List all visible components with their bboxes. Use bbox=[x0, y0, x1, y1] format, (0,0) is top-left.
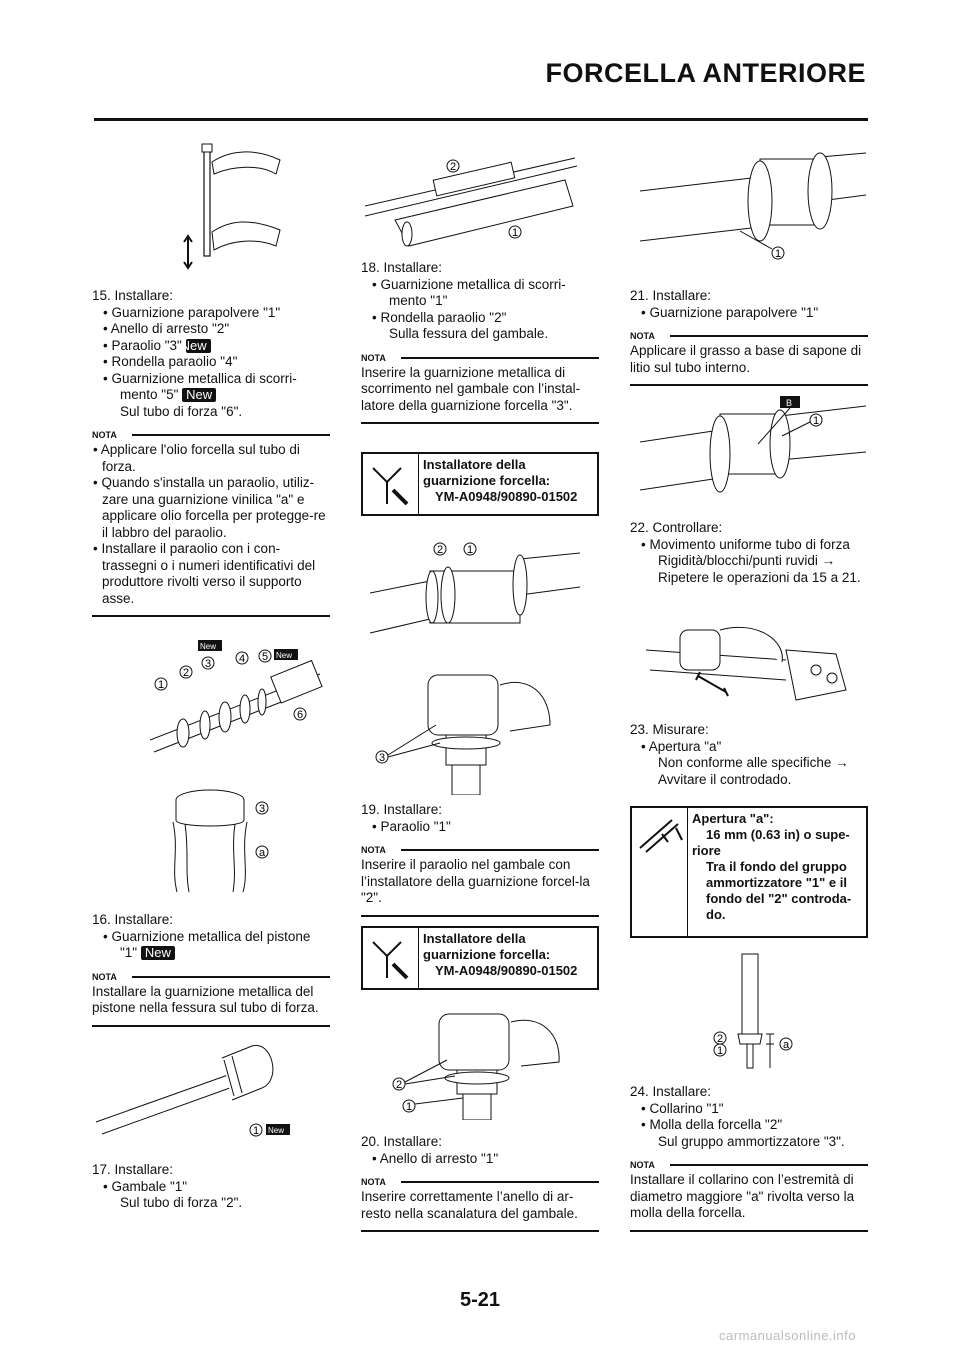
callout-3: 3 bbox=[379, 752, 386, 764]
nota-label: NOTA bbox=[630, 331, 868, 341]
callout-1: 1 bbox=[158, 679, 165, 691]
step-20-item-1: • Anello di arresto "1" bbox=[372, 1150, 499, 1166]
fig-bushing-washer-outer bbox=[370, 535, 580, 635]
page-number: 5-21 bbox=[459, 1289, 501, 1311]
callout-4: 4 bbox=[239, 653, 246, 665]
step-15-item-1: • Guarnizione parapolvere "1" bbox=[103, 304, 281, 320]
callout-1: 1 bbox=[467, 544, 474, 556]
wrench-icon bbox=[363, 928, 419, 988]
footer-watermark: carmanualsonline.info bbox=[719, 1328, 856, 1343]
fig-seal-driver-2 bbox=[385, 1000, 575, 1120]
tool-2-code: YM-A0948/90890-01502 bbox=[435, 963, 578, 978]
fig-fork-tube-vertical bbox=[180, 140, 290, 270]
step-16-item-1b bbox=[120, 945, 330, 962]
step-15-item-5: • Guarnizione metallica di scorri- bbox=[103, 370, 297, 386]
callout-2: 2 bbox=[450, 161, 457, 173]
step-22-title: 22. Controllare: bbox=[630, 520, 723, 535]
step-22-item-1: • Movimento uniforme tubo di forza bbox=[641, 536, 850, 552]
spec-line-4: Tra il fondo del gruppo bbox=[706, 859, 847, 874]
nota-label: NOTA bbox=[361, 353, 599, 363]
callout-1: 1 bbox=[775, 248, 782, 260]
step-16-title: 16. Installare: bbox=[92, 912, 174, 927]
spec-line-2: 16 mm (0.63 in) o supe- bbox=[706, 827, 850, 842]
nota-16 bbox=[92, 972, 330, 1027]
step-16-item-1b-text: "1" bbox=[120, 945, 138, 960]
new-badge-small: New bbox=[276, 651, 293, 660]
tool-2-line-2: guarnizione forcella: bbox=[423, 947, 551, 962]
step-21-title: 21. Installare: bbox=[630, 288, 712, 303]
nota-15-item-3: • Installare il paraolio con i con-trassegni o i numeri identificativi del produttore rivolti verso il supporto asse. bbox=[93, 541, 316, 606]
step-15-item-3-text: • Paraolio "3" bbox=[103, 337, 182, 353]
tool-box-1 bbox=[361, 452, 599, 516]
callout-1: 1 bbox=[406, 1101, 413, 1113]
header-rule bbox=[94, 118, 868, 121]
callout-3: 3 bbox=[205, 658, 212, 670]
step-21-item-1: • Guarnizione parapolvere "1" bbox=[641, 304, 819, 320]
spec-line-1: Apertura "a": bbox=[692, 811, 774, 826]
new-badge-small: New bbox=[200, 642, 217, 651]
step-19-title: 19. Installare: bbox=[361, 802, 443, 817]
new-badge: New bbox=[182, 388, 216, 402]
fig-check-movement bbox=[636, 600, 866, 710]
callout-5: 5 bbox=[262, 651, 269, 663]
tool-1-line-1: Installatore della bbox=[423, 457, 526, 472]
tool-2-line-1: Installatore della bbox=[423, 931, 526, 946]
spec-box bbox=[630, 806, 868, 938]
step-18-item-1b: mento "1" bbox=[389, 293, 448, 308]
spec-line-3: riore bbox=[692, 843, 721, 858]
nota-label: NOTA bbox=[92, 430, 330, 440]
step-18-item-2: • Rondella paraolio "2" bbox=[372, 309, 507, 325]
nota-label: NOTA bbox=[361, 1177, 599, 1187]
callout-6: 6 bbox=[297, 709, 304, 721]
caliper-icon bbox=[632, 808, 688, 936]
callout-1: 1 bbox=[717, 1045, 724, 1057]
page-title: FORCELLA ANTERIORE bbox=[545, 58, 866, 88]
grease-b-label: B bbox=[786, 398, 793, 408]
step-24-item-2: • Molla della forcella "2" bbox=[641, 1117, 783, 1132]
wrench-icon bbox=[363, 454, 419, 514]
nota-16-text: Installare la guarnizione metallica del pistone nella fessura sul tubo di forza. bbox=[92, 983, 319, 1015]
step-20-title: 20. Installare: bbox=[361, 1134, 443, 1149]
step-23-item-2: Non conforme alle specifiche → bbox=[658, 755, 849, 770]
nota-label: NOTA bbox=[361, 845, 599, 855]
callout-a: a bbox=[783, 1039, 790, 1051]
step-15-item-6: Sul tubo di forza "6". bbox=[120, 403, 243, 419]
tool-1-code: YM-A0948/90890-01502 bbox=[435, 489, 578, 504]
nota-15-item-1: • Applicare l'olio forcella sul tubo di forza. bbox=[93, 442, 300, 474]
step-15-title: 15. Installare: bbox=[92, 288, 174, 303]
step-22-item-2: Rigidità/blocchi/punti ruvidi → bbox=[658, 553, 836, 568]
step-24-item-3: Sul gruppo ammortizzatore "3". bbox=[658, 1133, 845, 1149]
callout-2: 2 bbox=[717, 1033, 724, 1045]
new-badge: New bbox=[141, 946, 175, 960]
step-18-item-2b: Sulla fessura del gambale. bbox=[389, 326, 549, 341]
nota-19-text: Inserire il paraolio nel gambale con l’installatore della guarnizione forcel-la "2". bbox=[361, 857, 590, 905]
nota-24 bbox=[630, 1160, 868, 1232]
step-15-item-3 bbox=[102, 338, 330, 355]
nota-15-item-2: • Quando s'installa un paraolio, utiliz-zare una guarnizione vinilica "a" e applicare olio forcella per protegge-re il labbro del paraolio. bbox=[93, 475, 326, 540]
fig-slide-bushing-tube bbox=[92, 1040, 292, 1140]
step-23-item-1: • Apertura "a" bbox=[641, 738, 722, 754]
callout-1: 1 bbox=[253, 1125, 260, 1137]
step-22-item-3: Ripetere le operazioni da 15 a 21. bbox=[658, 569, 861, 585]
tool-box-2 bbox=[361, 926, 599, 990]
nota-21-text: Applicare il grasso a base di sapone di litio sul tubo interno. bbox=[630, 343, 862, 375]
callout-2: 2 bbox=[396, 1079, 403, 1091]
fig-seals-on-tube bbox=[150, 640, 330, 760]
fig-grease-seal bbox=[640, 390, 866, 502]
step-24-title: 24. Installare: bbox=[630, 1084, 712, 1099]
nota-label: NOTA bbox=[630, 1160, 868, 1170]
step-23-item-3: Avvitare il controdado. bbox=[658, 771, 792, 787]
fig-outer-tube-bushing bbox=[365, 150, 585, 250]
callout-1: 1 bbox=[512, 227, 519, 239]
nota-label: NOTA bbox=[92, 972, 330, 982]
nota-19 bbox=[361, 845, 599, 917]
spec-line-7: do. bbox=[706, 907, 726, 922]
fig-seal-driver-1 bbox=[370, 665, 570, 795]
fig-dust-seal bbox=[640, 145, 866, 263]
nota-24-text: Installare il collarino con l’estremità di diametro maggiore "a" rivolta verso la molla della forcella. bbox=[630, 1172, 855, 1220]
step-15-item-5b-text: mento "5" bbox=[120, 387, 179, 402]
callout-3: 3 bbox=[259, 803, 266, 815]
fig-locknut-gap bbox=[700, 948, 800, 1078]
spec-line-5: ammortizzatore "1" e il bbox=[706, 875, 847, 890]
new-badge-small: New bbox=[268, 1126, 285, 1135]
step-17-item-1: • Gambale "1" bbox=[103, 1178, 188, 1194]
spec-line-6: fondo del "2" controda- bbox=[706, 891, 852, 906]
nota-18-text: Inserire la guarnizione metallica di scorrimento nel gambale con l’instal-latore della guarnizione forcella "3". bbox=[361, 364, 581, 413]
step-15-item-5b bbox=[120, 387, 330, 404]
callout-a: a bbox=[259, 847, 266, 859]
step-18-title: 18. Installare: bbox=[361, 260, 443, 275]
step-17-title: 17. Installare: bbox=[92, 1162, 174, 1177]
new-badge: New bbox=[186, 339, 211, 353]
callout-2: 2 bbox=[437, 544, 444, 556]
step-18-item-1: • Guarnizione metallica di scorri- bbox=[372, 276, 566, 292]
step-19-item-1: • Paraolio "1" bbox=[372, 818, 451, 834]
nota-21 bbox=[630, 331, 868, 386]
nota-20 bbox=[361, 1177, 599, 1232]
callout-1: 1 bbox=[813, 415, 820, 427]
step-15-item-4: • Rondella paraolio "4" bbox=[103, 354, 238, 369]
fig-seal-with-vinyl bbox=[165, 780, 285, 895]
tool-1-line-2: guarnizione forcella: bbox=[423, 473, 551, 488]
callout-2: 2 bbox=[183, 667, 190, 679]
step-17-item-2: Sul tubo di forza "2". bbox=[120, 1195, 243, 1210]
nota-20-text: Inserire correttamente l’anello di ar-resto nella scanalatura del gambale. bbox=[361, 1189, 578, 1221]
step-16-item-1: • Guarnizione metallica del pistone bbox=[103, 928, 311, 944]
step-24-item-1: • Collarino "1" bbox=[641, 1100, 724, 1116]
nota-18 bbox=[361, 353, 599, 425]
nota-15 bbox=[92, 430, 330, 617]
step-15-item-2: • Anello di arresto "2" bbox=[103, 321, 230, 336]
step-23-title: 23. Misurare: bbox=[630, 722, 709, 737]
